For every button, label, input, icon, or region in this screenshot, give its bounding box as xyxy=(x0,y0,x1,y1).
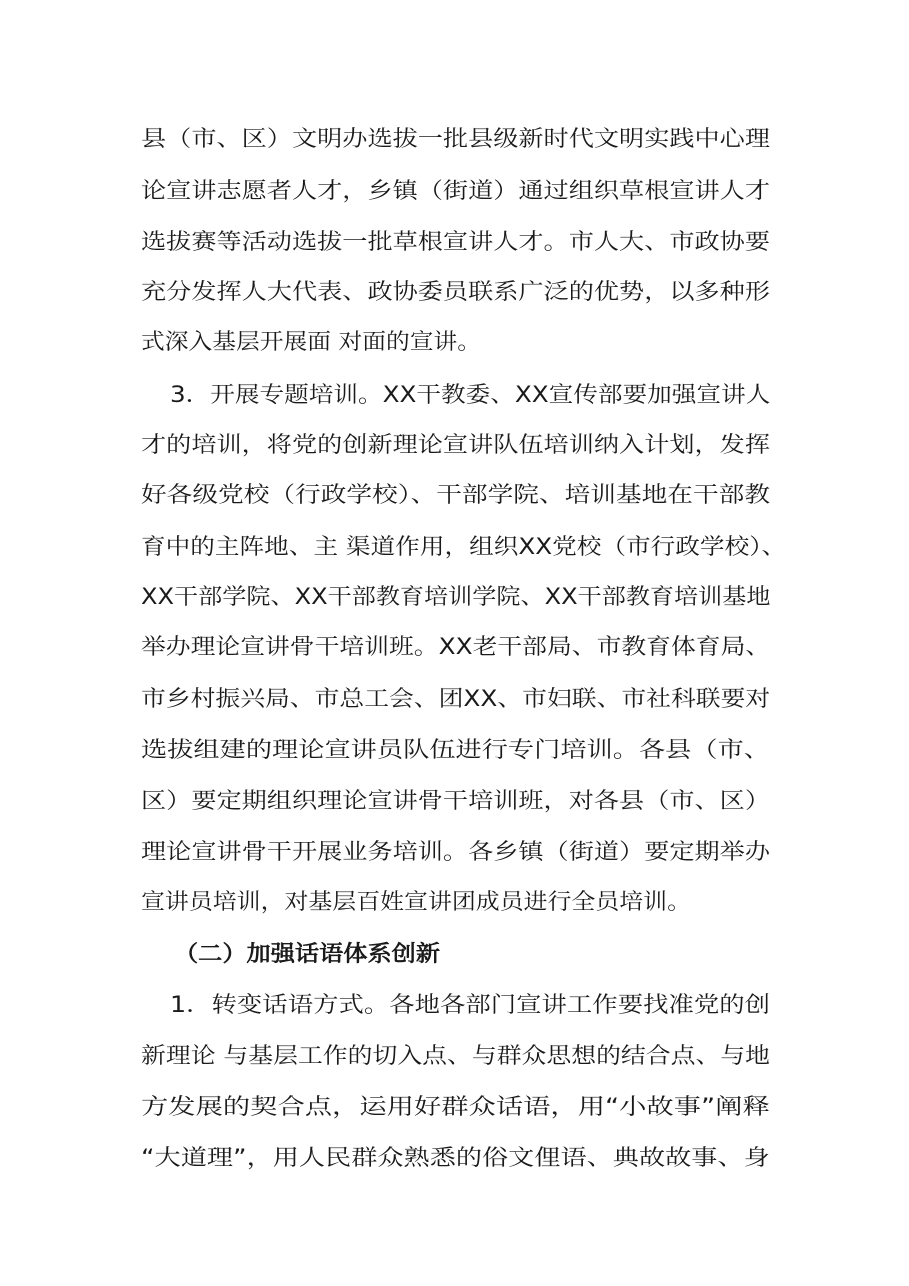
section-heading: （二）加强话语体系创新 xyxy=(174,942,441,967)
body-text-line: 1．转变话语方式。各地各部门宣讲工作要找准党的创 xyxy=(170,993,770,1018)
body-text-line: 区）要定期组织理论宣讲骨干培训班，对各县（市、区） xyxy=(141,789,771,814)
body-text-line: 举办理论宣讲骨干培训班。XX老干部局、市教育体育局、 xyxy=(141,635,771,660)
body-text-line: 宣讲员培训，对基层百姓宣讲团成员进行全员培训。 xyxy=(141,890,692,915)
body-text-line: 好各级党校（行政学校）、干部学院、培训基地在干部教 xyxy=(141,483,771,508)
body-text-line: 充分发挥人大代表、政协委员联系广泛的优势，以多种形 xyxy=(141,280,771,305)
body-text-line: 新理论 与基层工作的切入点、与群众思想的结合点、与地 xyxy=(141,1044,770,1069)
body-text-line: 方发展的契合点，运用好群众话语，用“小故事”阐释 xyxy=(141,1095,770,1120)
body-text-line: 县（市、区）文明办选拔一批县级新时代文明实践中心理 xyxy=(141,127,771,152)
body-text-line: 育中的主阵地、主 渠道作用，组织XX党校（市行政学校）、 xyxy=(141,535,787,560)
body-text-line: 论宣讲志愿者人才，乡镇（街道）通过组织草根宣讲人才 xyxy=(141,179,771,204)
body-text-line: 选拔组建的理论宣讲员队伍进行专门培训。各县（市、 xyxy=(141,738,771,763)
body-text-line: 才的培训，将党的创新理论宣讲队伍培训纳入计划，发挥 xyxy=(141,433,771,458)
body-text-line: “大道理”，用人民群众熟悉的俗文俚语、典故故事、身 xyxy=(141,1146,770,1171)
body-text-line: 理论宣讲骨干开展业务培训。各乡镇（街道）要定期举办 xyxy=(141,840,771,865)
body-text-line: 式深入基层开展面 对面的宣讲。 xyxy=(141,330,482,355)
body-text-line: 市乡村振兴局、市总工会、团XX、市妇联、市社科联要对 xyxy=(141,687,771,712)
body-text-line: 3．开展专题培训。XX干教委、XX宣传部要加强宣讲人 xyxy=(170,383,771,408)
body-text-line: XX干部学院、XX干部教育培训学院、XX干部教育培训基地 xyxy=(141,585,771,610)
body-text-line: 选拔赛等活动选拔一批草根宣讲人才。市人大、市政协要 xyxy=(141,230,771,255)
